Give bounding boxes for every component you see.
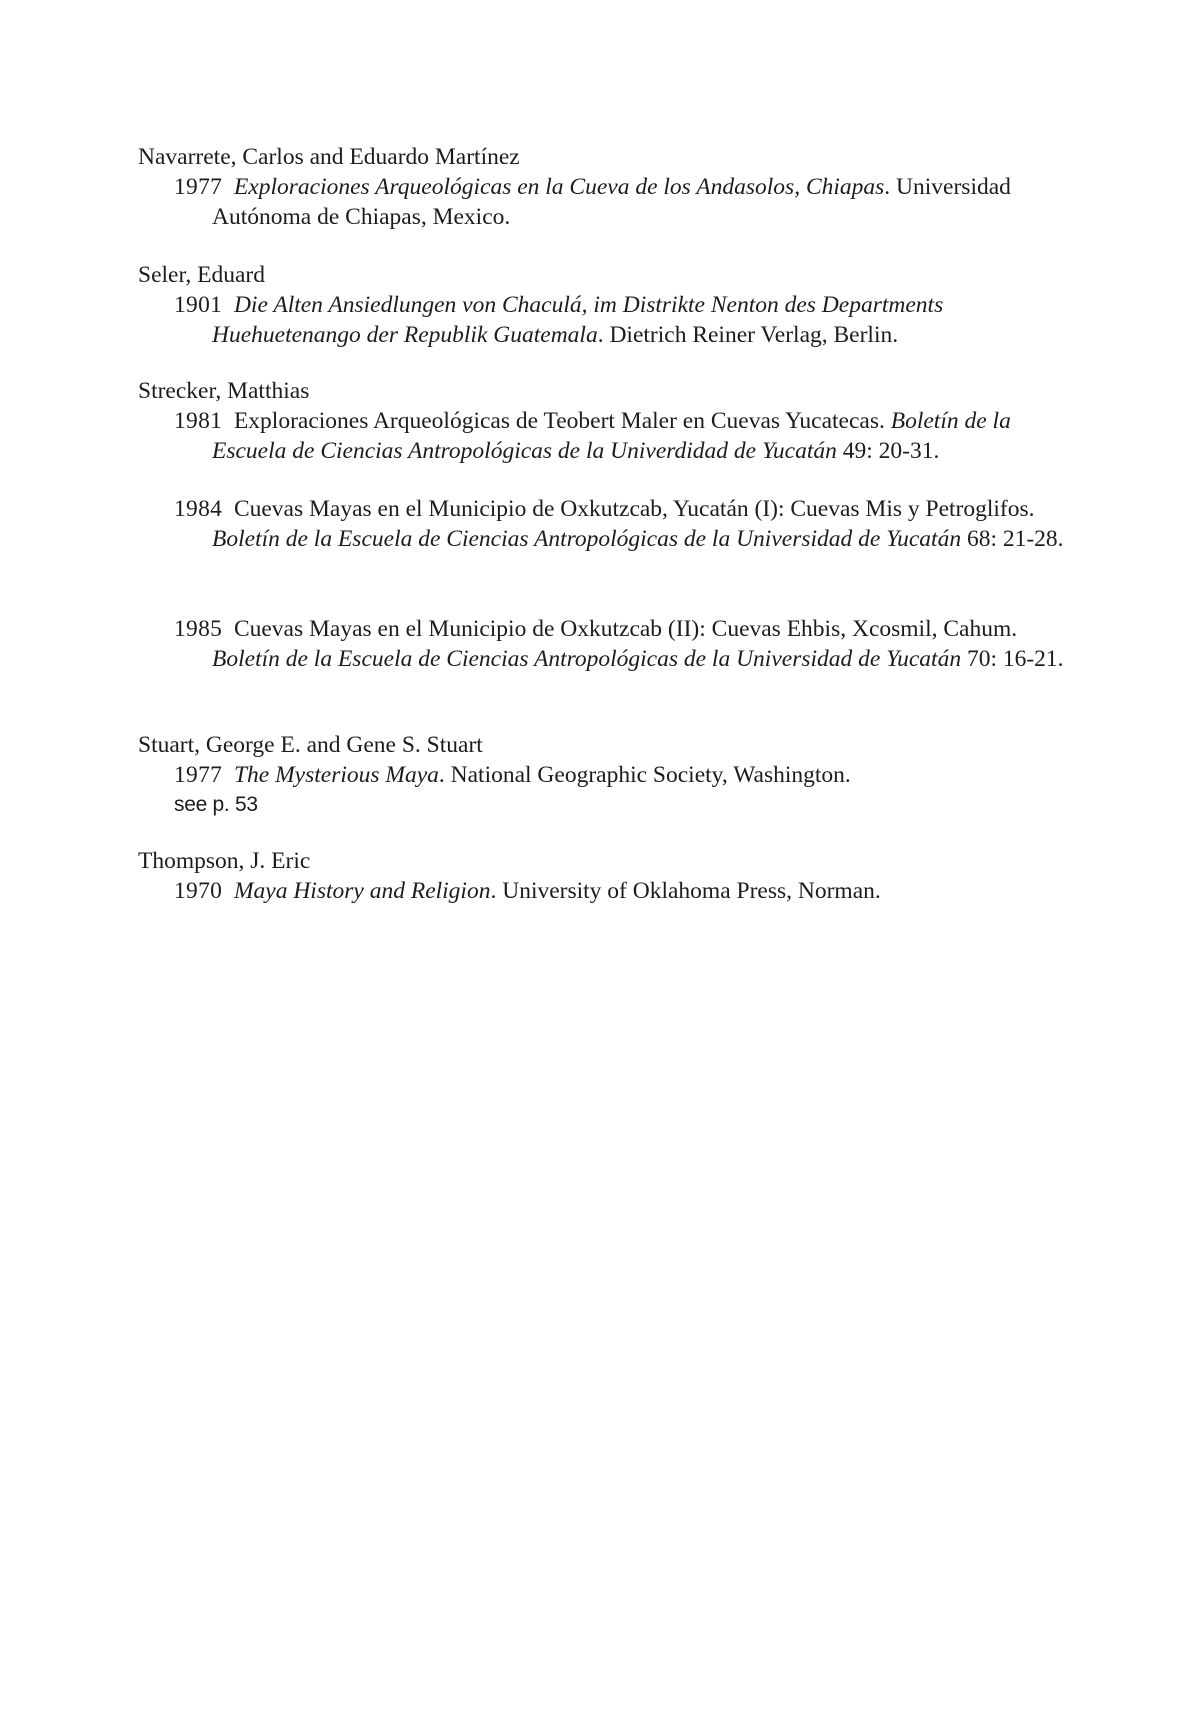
citation-year: 1977 <box>174 762 223 788</box>
citation-text <box>138 172 1078 232</box>
reference-entry <box>138 142 1078 232</box>
reference-entry <box>138 494 1078 554</box>
citation-journal: Boletín de la Escuela de Ciencias Antropológicas de la Universidad de Yucatán <box>212 646 962 672</box>
reference-entry <box>138 376 1078 466</box>
citation-title: Exploraciones Arqueológicas en la Cueva de los Andasolos, Chiapas <box>233 174 885 200</box>
citation-journal: Boletín de la Escuela de Ciencias Antropológicas de la Universidad de Yucatán <box>212 526 962 552</box>
citation-title: Die Alten Ansiedlungen von Chaculá, im Distrikte Nenton des Departments Huehuetenango der Republik Guatemala <box>212 292 944 348</box>
citation-text <box>138 406 1078 466</box>
citation-pages: 68: 21-28. <box>961 526 1064 552</box>
reference-entry <box>138 260 1078 350</box>
citation-text <box>138 876 1078 906</box>
citation-text <box>138 614 1078 674</box>
reference-work <box>138 290 1078 350</box>
reference-work <box>138 760 1078 790</box>
citation-text <box>138 494 1078 554</box>
citation-title: The Mysterious Maya <box>233 762 439 788</box>
reference-work <box>138 406 1078 466</box>
reference-work <box>138 172 1078 232</box>
annotation-note: see p. 53 <box>174 793 258 816</box>
citation-title: Maya History and Religion <box>233 878 491 904</box>
reference-author: Stuart, George E. and Gene S. Stuart <box>138 732 483 758</box>
citation-publisher: . University of Oklahoma Press, Norman. <box>490 878 881 904</box>
reference-work <box>138 494 1078 554</box>
citation-year: 1970 <box>174 878 223 904</box>
citation-pages: 70: 16-21. <box>961 646 1064 672</box>
reference-author: Thompson, J. Eric <box>138 848 311 874</box>
citation-article-title: Cuevas Mayas en el Municipio de Oxkutzcab (II): Cuevas Ehbis, Xcosmil, Cahum. <box>233 616 1018 642</box>
citation-text <box>138 760 1078 790</box>
reference-author: Strecker, Matthias <box>138 378 310 404</box>
citation-journal: Boletín de la Escuela de Ciencias Antropológicas de la Univerdidad de Yucatán <box>212 408 1011 464</box>
citation-publisher: . National Geographic Society, Washington. <box>438 762 851 788</box>
citation-article-title: Exploraciones Arqueológicas de Teobert Maler en Cuevas Yucatecas. <box>233 408 891 434</box>
reference-work <box>138 876 1078 906</box>
citation-year: 1981 <box>174 408 223 434</box>
citation-article-title: Cuevas Mayas en el Municipio de Oxkutzcab, Yucatán (I): Cuevas Mis y Petroglifos. <box>233 496 1035 522</box>
reference-author: Navarrete, Carlos and Eduardo Martínez <box>138 144 520 170</box>
citation-publisher: . Universidad Autónoma de Chiapas, Mexico. <box>212 174 1011 230</box>
citation-pages: 49: 20-31. <box>836 438 940 464</box>
citation-year: 1984 <box>174 496 223 522</box>
citation-year: 1901 <box>174 292 223 318</box>
citation-year: 1985 <box>174 616 223 642</box>
reference-entry <box>138 730 1078 820</box>
citation-text <box>138 290 1078 350</box>
citation-publisher: . Dietrich Reiner Verlag, Berlin. <box>597 322 899 348</box>
reference-entry <box>138 614 1078 674</box>
reference-work <box>138 614 1078 674</box>
reference-author: Seler, Eduard <box>138 262 265 288</box>
reference-entry <box>138 846 1078 906</box>
citation-year: 1977 <box>174 174 223 200</box>
